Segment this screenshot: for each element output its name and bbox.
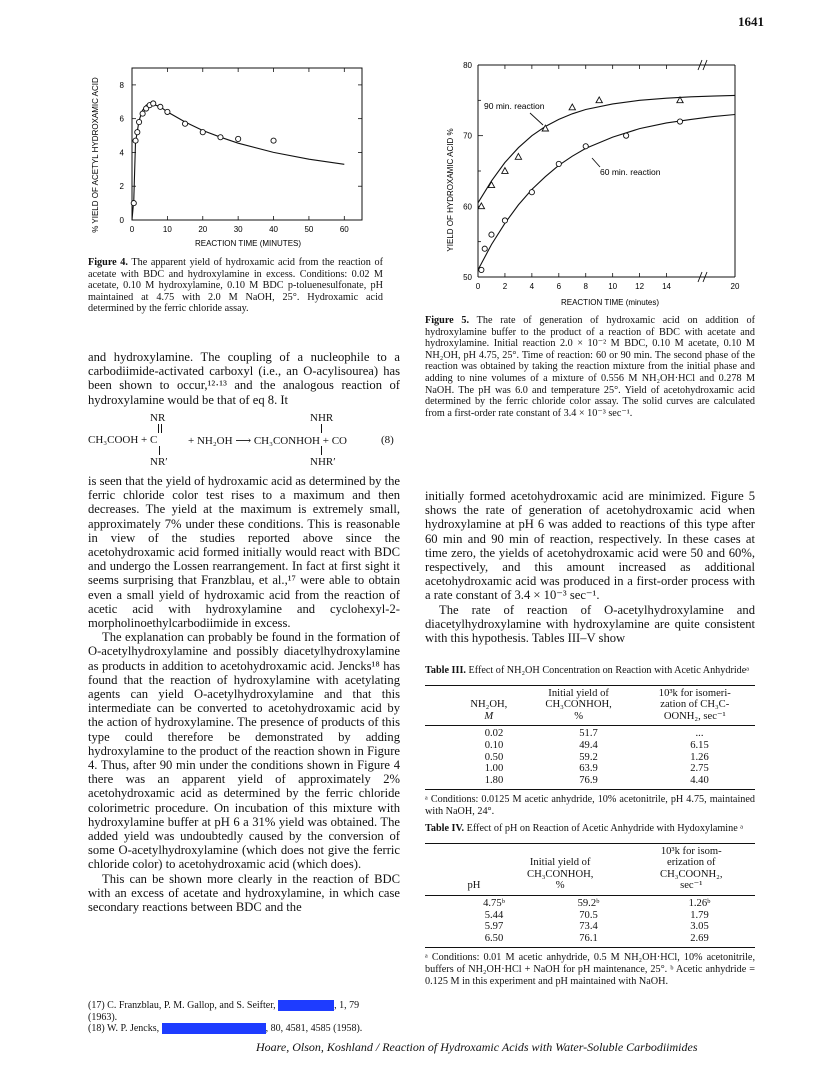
eq-bond-5 — [321, 446, 323, 455]
table-3-footnote: ᵃ Conditions: 0.0125 M acetic anhydride, 10% acetonitrile, pH 4.75, maintained with NaOH, 24°. — [425, 794, 755, 817]
table-3-cell: 0.10 — [484, 739, 504, 751]
redaction-box — [162, 1023, 266, 1034]
table-4-cell: 1.26ᵇ — [688, 897, 711, 909]
fig5-pointer-60 — [592, 158, 600, 167]
fig4-data-point — [271, 138, 276, 143]
eq-bot-nhr: NHR′ — [310, 456, 336, 468]
table-4 — [425, 823, 755, 987]
fig5-circle-point — [502, 218, 507, 223]
table-3-row — [455, 728, 755, 740]
t4-h2c: % — [555, 880, 565, 892]
table-3-lead: Table III. — [425, 665, 466, 676]
fig4-curve — [132, 104, 344, 221]
fig5-circle-point — [529, 190, 534, 195]
eq-bot-nr: NR′ — [150, 456, 168, 468]
table-4-body — [455, 898, 755, 944]
table-3-cell: 49.4 — [579, 739, 598, 751]
table-3-cell: 4.40 — [690, 774, 709, 786]
t4-h3: 10³k for isom- — [660, 845, 722, 857]
table-4-lead: Table IV. — [425, 823, 465, 834]
footnote-18 — [88, 1023, 400, 1035]
table-3-cell: 63.9 — [579, 763, 598, 775]
fig4-data-point — [151, 101, 156, 106]
fig5-triangle-point — [478, 203, 484, 209]
figure-4-chart — [88, 60, 378, 250]
eq-main-left: CH₃COOH + C — [88, 434, 158, 446]
t3-h2: Initial yield of — [548, 687, 609, 699]
table-4-cell: 5.44 — [484, 909, 504, 921]
eq-main-mid: + NH₂OH ⟶ CH₃CONHOH + CO — [188, 435, 347, 447]
table-4-row — [455, 898, 755, 910]
fig5-circle-point — [677, 119, 682, 124]
fig5-xtick-label: 0 — [475, 282, 481, 291]
left-paragraph-4: This can be shown more clearly in the reaction of BDC with an excess of acetate and hydroxylamine, in which case secondary reactions between BDC and the — [88, 871, 400, 915]
figure-5-chart — [440, 55, 740, 313]
fig4-data-point — [200, 130, 205, 135]
table-3-row — [455, 752, 755, 764]
right-paragraph-1: initially formed acetohydroxamic acid are minimized. Figure 5 shows the rate of generation of acetohydroxamic acid when hydroxylamine at pH 6 was added to reactions of this type after 60 min and 90 min of reaction, respectively. In these cases at time zero, the yields of acetohydroxamic acid were 50 and 60%, respectively, and this amount increased as additional acetohydroxamic acid was produced in a first-order process with a rate constant of 3.4 × 10⁻³ sec⁻¹. — [425, 489, 755, 603]
footnote-17 — [88, 1000, 400, 1012]
table-3 — [425, 665, 755, 818]
eq-bond-1 — [158, 424, 160, 433]
table-3-cell: 1.00 — [484, 763, 504, 775]
t3-h2b: CH₃CONHOH, — [545, 699, 612, 711]
page-number: 1641 — [738, 14, 764, 29]
fig4-ytick-label: 0 — [119, 216, 124, 225]
table-4-cell: 2.69 — [690, 932, 709, 944]
fig5-curve — [478, 95, 735, 202]
table-3-title — [425, 665, 755, 677]
fig5-xtick-label: 6 — [556, 282, 562, 291]
fig5-ytick-label: 60 — [463, 202, 472, 212]
left-column-cont — [88, 474, 400, 914]
right-paragraph-2: The rate of reaction of O-acetylhydroxylamine and diacetylhydroxylamine with hydroxylamine are quite consistent with this hypothesis. Tables III–V show — [425, 602, 755, 646]
fig5-circle-point — [583, 144, 588, 149]
fig4-ytick-label: 2 — [119, 182, 124, 192]
footnote-17-year: (1963). — [88, 1011, 118, 1023]
fig4-ylabel: % YIELD OF ACETYL HYDROXAMIC ACID — [91, 77, 100, 233]
fig5-xtick-label: 10 — [608, 282, 618, 291]
table-3-cell: ... — [695, 728, 704, 740]
fig5-label-90: 90 min. reaction — [484, 101, 545, 111]
left-column — [88, 350, 400, 407]
fig5-xtick-label: 20 — [730, 282, 740, 291]
fig4-data-point — [133, 138, 138, 143]
table-4-cell: 6.50 — [484, 932, 504, 944]
fig5-triangle-point — [569, 104, 575, 110]
fig5-triangle-point — [515, 153, 521, 159]
fig4-xtick-label: 0 — [129, 225, 135, 234]
fig4-data-point — [135, 130, 140, 135]
fig4-frame — [132, 68, 362, 220]
fig5-circle-point — [556, 161, 561, 166]
table-3-row — [455, 740, 755, 752]
t4-h1: pH — [467, 880, 481, 892]
t3-h3: 10³k for isomeri- — [658, 687, 731, 699]
table-3-cell: 76.9 — [579, 774, 598, 786]
t4-h3b: erization of — [667, 857, 716, 869]
table-3-title-text: Effect of NH₂OH Concentration on Reaction with Acetic Anhydrideᵃ — [468, 665, 750, 676]
table-3-cell: 2.75 — [690, 763, 709, 775]
fig4-caption-lead: Figure 4. — [88, 257, 128, 268]
fig4-data-point — [140, 111, 145, 116]
running-footer: Hoare, Olson, Koshland / Reaction of Hydroxamic Acids with Water-Soluble Carbodiimides — [256, 1040, 698, 1054]
fn18-cite: , 80, 4581, 4585 (1958). — [265, 1023, 363, 1035]
fig5-ytick-label: 50 — [463, 273, 472, 282]
figure-4-caption — [88, 257, 383, 315]
table-4-footnote: ᵃ Conditions: 0.01 M acetic anhydride, 0.5 M NH₂OH·HCl, 10% acetonitrile, buffers of NH₂OH·HCl + NaOH for pH maintenance, 25°. ᵇ Acetic anhydride = 0.125 M in this experiment and pH maintained with NaOH. — [425, 952, 755, 987]
table-4-cell: 1.79 — [690, 909, 709, 921]
table-3-body — [455, 728, 755, 786]
fig5-caption-lead: Figure 5. — [425, 315, 470, 326]
fn17-text: (17) C. Franzblau, P. M. Gallop, and S. Seifter, — [88, 1000, 276, 1011]
t4-h3c: CH₃COONH₂, — [660, 868, 723, 880]
fig4-ytick-label: 6 — [119, 114, 124, 124]
t4-h3d: sec⁻¹ — [680, 880, 703, 892]
fig4-data-point — [136, 119, 141, 124]
fig4-xtick-label: 50 — [304, 225, 314, 234]
fig4-xtick-label: 60 — [339, 225, 349, 234]
figure-5-caption — [425, 315, 755, 419]
fig5-pointer-90 — [530, 113, 543, 125]
fig4-xtick-label: 40 — [269, 225, 278, 234]
t4-h2b: CH₃CONHOH, — [527, 868, 594, 880]
table-3-cell: 59.2 — [579, 751, 598, 763]
fig5-circle-point — [489, 232, 494, 237]
table-4-title-text: Effect of pH on Reaction of Acetic Anhydride with Hydoxylamine ᵃ — [466, 823, 744, 834]
equation-8 — [88, 412, 400, 468]
table-3-cell: 1.80 — [484, 774, 504, 786]
eq-bond-3 — [159, 446, 161, 455]
t3-h1b: M — [484, 710, 494, 722]
fig5-circle-point — [479, 267, 484, 272]
fig4-ytick-label: 4 — [119, 148, 124, 158]
fig5-xtick-label: 2 — [502, 282, 508, 291]
t3-h1: NH₂OH, — [470, 699, 508, 711]
table-3-cell: 0.02 — [484, 728, 504, 740]
table-4-grid — [455, 846, 755, 892]
t3-h2c: % — [574, 710, 584, 722]
eq-number: (8) — [381, 434, 394, 446]
fig5-xlabel: REACTION TIME (minutes) — [560, 298, 660, 307]
footnotes — [88, 1000, 400, 1035]
table-3-cell: 6.15 — [690, 739, 709, 751]
eq-top-nr: NR — [150, 412, 166, 424]
table-3-row — [455, 763, 755, 775]
table-4-cell: 5.97 — [484, 921, 504, 933]
left-paragraph-1: and hydroxylamine. The coupling of a nucleophile to a carbodiimide-activated carboxyl (i.e., an O-acylisourea) has been shown to occur,¹²·¹³ and the analogous reaction of hydroxylamine would be that of eq 8. It — [88, 350, 400, 407]
fig4-data-point — [218, 135, 223, 140]
table-4-cell: 59.2ᵇ — [577, 897, 600, 909]
table-4-cell: 3.05 — [690, 921, 709, 933]
fig5-circle-point — [482, 246, 487, 251]
fig4-data-point — [236, 136, 241, 141]
right-column — [425, 489, 755, 645]
table-4-cell: 73.4 — [579, 921, 598, 933]
table-4-cell: 70.5 — [579, 909, 598, 921]
fig5-triangle-point — [596, 97, 602, 103]
fig4-data-point — [182, 121, 187, 126]
table-3-cell: 0.50 — [484, 751, 504, 763]
t3-h3b: zation of CH₃C- — [660, 699, 730, 711]
fig5-xtick-label: 14 — [662, 282, 671, 291]
fig4-data-point — [158, 104, 163, 109]
table-4-cell: 76.1 — [579, 932, 598, 944]
fig4-data-point — [165, 109, 170, 114]
table-4-row — [455, 933, 755, 945]
fig5-caption-text: The rate of generation of hydroxamic acid on addition of hydroxylamine buffer to the product of a reaction of BDC with acetate and hydroxylamine. Initial reaction 2.0 × 10⁻² M BDC, 0.10 M acetate, 0.10 M NH₂OH, pH 4.75, 25°. Time of reaction: 60 or 90 min. The second phase of the reaction was obtained by taking the reaction mixture from the initial phase and adding to nine volumes of a mixture of 0.556 M NH₂OH·HCl and 0.278 M NaOH. The pH was 6.0 and temperature 25°. Yield of acetohydroxamic acid determined by the ferric chloride color assay. The solid curves are calculated from a first-order rate constant of 3.4 × 10⁻³ sec⁻¹. — [425, 315, 755, 419]
fig5-ytick-label: 80 — [463, 61, 472, 70]
fig4-xtick-label: 30 — [233, 225, 243, 234]
fig4-ytick-label: 8 — [119, 80, 124, 90]
fig5-circle-point — [624, 133, 629, 138]
fn18-text: (18) W. P. Jencks, — [88, 1023, 160, 1035]
eq-bond-2 — [161, 424, 163, 433]
fn17-cite: , 1, 79 — [334, 1000, 360, 1011]
fig4-caption-text: The apparent yield of hydroxamic acid from the reaction of acetate with BDC and hydroxylamine in excess. Conditions: 0.02 M acetate, 0.10 M hydroxylamine, 0.10 M BDC p-toluenesulfonate, pH maintained at 4.75 with 2.0 M NaOH, 25°. Hydroxamic acid determined by the ferric chloride assay. — [88, 257, 383, 315]
left-paragraph-2: is seen that the yield of hydroxamic acid as determined by the ferric chloride color test rises to a maximum and then decreases. The yield at the maximum is extremely small, approximately 7% under these conditions. This is reasonable in view of the studies reported above since the acetohydroxamic acid formed initially would react with BDC and undergo the Lossen rearrangement. In fact at first sight it seems surprising that Franzblau, et al.,¹⁷ were able to obtain even a small yield of hydroxamic acid from the reaction of acetic acid with hydroxylamine and cyclohexyl-2-morpholinoethylcarbodiimide in excess. — [88, 474, 400, 631]
t3-h3c: OONH₂, sec⁻¹ — [663, 710, 726, 722]
fig4-xlabel: REACTION TIME (MINUTES) — [194, 239, 302, 248]
fig5-label-60: 60 min. reaction — [600, 167, 661, 177]
left-paragraph-3: The explanation can probably be found in the formation of O-acetylhydroxylamine and possibly diacetylhydroxylamine as products in addition to acetohydroxamic acid. Jencks¹⁸ has found that the reaction of hydroxylamine with acetylating agents can yield O-acetylhydroxylamine and that this intermediate can be converted to acetohydroxamic acid by the action of hydroxylamine. The presence of products of this type could therefore be demonstrated by adding hydroxylamine to the product of the reaction shown in Figure 4. Thus, after 90 min under the conditions shown in Figure 4 there was an apparent yield of approximately 2% acetohydroxamic acid as determined by the ferric chloride colorimetric procedure. On incubation of this mixture with hydroxylamine buffer at pH 6 a 31% yield was obtained. The added yield was undoubtedly caused by the conversion of some O-acetylhydroxylamine (which does not give the ferric chloride color) to acetohydroxamic acid (which does). — [88, 630, 400, 872]
table-3-grid — [455, 688, 755, 723]
fig4-xtick-label: 10 — [162, 225, 172, 234]
fig5-triangle-point — [502, 168, 508, 174]
table-4-row — [455, 910, 755, 922]
fig5-xtick-label: 8 — [583, 282, 588, 291]
table-4-cell: 4.75ᵇ — [483, 897, 505, 909]
table-4-row — [455, 921, 755, 933]
redaction-box — [278, 1000, 334, 1011]
t4-h2: Initial yield of — [529, 857, 591, 869]
fig5-ylabel: YIELD OF HYDROXAMIC ACID % — [446, 128, 455, 252]
fig5-curve — [478, 115, 735, 270]
table-4-title — [425, 823, 755, 835]
table-3-cell: 1.26 — [690, 751, 709, 763]
fig5-ytick-label: 70 — [463, 131, 472, 141]
fig4-xtick-label: 20 — [198, 225, 208, 234]
fig5-xtick-label: 12 — [635, 282, 645, 291]
eq-bond-4 — [321, 424, 323, 433]
fig4-data-point — [131, 201, 136, 206]
fig5-xtick-label: 4 — [529, 282, 535, 291]
table-3-cell: 51.7 — [579, 728, 598, 740]
eq-top-nhr: NHR — [310, 412, 334, 424]
table-3-row — [455, 775, 755, 787]
